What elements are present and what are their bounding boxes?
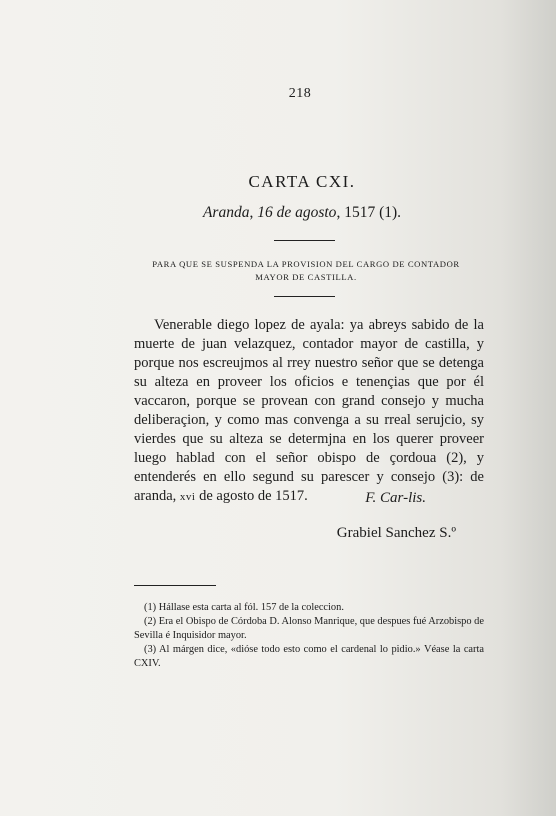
footnote-divider — [134, 585, 216, 586]
footnotes — [134, 601, 484, 671]
divider-top — [274, 240, 335, 241]
summary-line: PARA QUE SE SUSPENDA LA PROVISION DEL CARGO DE CONTADOR — [152, 259, 460, 269]
signature-first: F. Car-lis. — [365, 490, 426, 506]
divider-bottom — [274, 296, 335, 297]
body-text: Venerable diego lopez de ayala: ya abreys sabido de la muerte de juan velazquez, contador mayor de castilla, y porque nos escreujmos al rrey nuestro señor que se detenga su alteza en proveer los oficios e tenençias que por él vaccaron, porque se provean con grand consejo y mucha deliberaçion, y como mas convenga a su rreal serujcio, sy vierdes que su alteza se determjna en los querer proveer luego hablad con el señor obispo de çordoua (2), y entenderés en ello segund su parescer y consejo (3): de aranda, — [134, 317, 484, 504]
summary-line: MAYOR DE CASTILLA. — [255, 272, 357, 282]
footnote: (1) Hállase esta carta al fól. 157 de la coleccion. — [144, 602, 344, 613]
letter-heading: CARTA CXI. — [248, 172, 356, 191]
signature-second: Grabiel Sanchez S.º — [336, 525, 456, 541]
dateline-place: Aranda — [202, 204, 250, 221]
footnote: (3) Al márgen dice, «dióse todo esto como el cardenal lo pidio.» Véase la carta CXIV. — [134, 644, 484, 669]
page-number: 218 — [288, 86, 312, 101]
letter-body — [134, 316, 484, 507]
body-text-end: de agosto de 1517. — [195, 488, 308, 504]
body-date-numeral: xvi — [179, 491, 196, 503]
dateline-year: 1517 (1). — [344, 204, 402, 221]
footnote: (2) Era el Obispo de Córdoba D. Alonso Manrique, que despues fué Arzobispo de Sevilla é Inquisidor mayor. — [134, 616, 484, 641]
dateline-date: 16 de agosto — [257, 204, 337, 221]
dateline: Aranda, 16 de agosto, 1517 (1). — [202, 204, 402, 221]
letter-summary — [136, 258, 476, 284]
